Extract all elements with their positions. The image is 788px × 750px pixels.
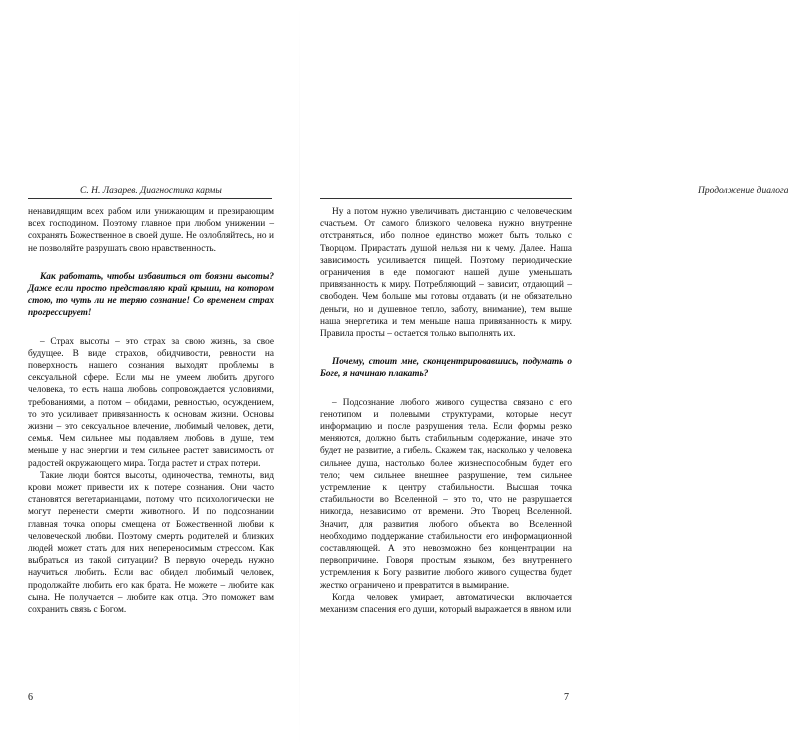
left-header-rule [28, 198, 272, 199]
right-answer-paragraph: – Подсознание любого живого существа связано с его генотипом и полевыми структурами, которые несут информацию и после разрушения тела. Если формы резко меняются, должно быть стабильным содержание, иначе это будет не развитие, а гибель. Скажем так, насколько у человека сильнее душа, настолько более жизнеспособным будет его тело; чем сильнее внешнее разрушение, тем сильнее устремление к центру стабильности. Высшая точка стабильности во Вселенной – это то, что не разрушается никогда, независимо от времени. Это Творец Вселенной. Значит, для развития любого объекта во Вселенной необходимо поддержание стабильности его информационной составляющей. А это невозможно без концентрации на первопричине. Говоря простым языком, без внутреннего устремления к Богу развитие любого живого существа будет жестко ограничено и превратится в вымирание. [320, 397, 572, 591]
right-text-column [320, 206, 572, 616]
right-running-header: Продолжение диалога [698, 186, 788, 196]
left-answer-paragraph: Такие люди боятся высоты, одиночества, темноты, вид крови может привести их к потере сознания. Они часто становятся вегетарианцами, потому что психологически не могут перенести смерти животного. И по подсознании главная точка опоры смещена от Божественной любви к человеческой любви. Поэтому смерть родителей и близких людей может стать для них непереносимым стрессом. Как выбраться из такой ситуации? В первую очередь нужно научиться любить. Если вас обидел любимый человек, продолжайте любить его как брата. Не можете – любите как сына. Не получается – любите как отца. Это поможет вам сохранить связь с Богом. [28, 470, 274, 616]
right-answer-paragraph: Когда человек умирает, автоматически включается механизм спасения его души, который выражается в явном или [320, 592, 572, 616]
right-question: Почему, стоит мне, сконцентрировавшись, подумать о Боге, я начинаю плакать? [320, 357, 572, 380]
right-paragraph: Ну а потом нужно увеличивать дистанцию с человеческим счастьем. От самого близкого человека нужно внутренне отстраняться, ибо полное единство может быть только с Творцом. Прирастать душой нельзя ни к чему. Далее. Наша зависимость усиливается пищей. Поэтому периодические ограничения в еде помогают нашей душе уменьшать привязанность к миру. Потребляющий – зависит, отдающий – свободен. Чем больше мы готовы отдавать (и не обязательно деньги, но и душевное тепло, заботу, внимание), тем выше наша энергетика и тем меньше наша привязанность к миру. Правила просты – остается только выполнять их. [320, 207, 572, 340]
right-page-number: 7 [564, 692, 569, 703]
left-page-number: 6 [28, 692, 33, 703]
left-question: Как работать, чтобы избавиться от боязни высоты? Даже если просто представляю край крыши, на котором стою, то чуть ли не теряю сознание! Со временем страх прогрессирует! [28, 271, 274, 319]
left-answer-paragraph: – Страх высоты – это страх за свою жизнь, за свое будущее. В виде страхов, обидчивости, ревности на поверхность нашего сознания выходят проблемы в сексуальной сфере. Если мы не умеем любить другого человека, то есть наша любовь сопровождается условиями, требованиями, а потом – обидами, ревностью, осуждением, то это усиливает привязанность к основам жизни. Основы жизни – это сексуальное влечение, любимый человек, дети, семья. Чем сильнее мы подавляем любовь в душе, тем меньше у нас энергии и тем сильнее растет зависимость от радостей окружающего мира. Тогда растет и страх потери. [28, 336, 274, 469]
left-running-header: С. Н. Лазарев. Диагностика кармы [80, 186, 222, 196]
right-header-rule [320, 198, 572, 199]
left-text-column [28, 206, 274, 616]
left-paragraph-continued: ненавидящим всех рабом или унижающим и презирающим всех господином. Поэтому главное при любом унижении – сохранять Божественное в своей душе. Не озлобляйтесь, но и не позволяйте разрушать свою нравственность. [28, 207, 274, 254]
